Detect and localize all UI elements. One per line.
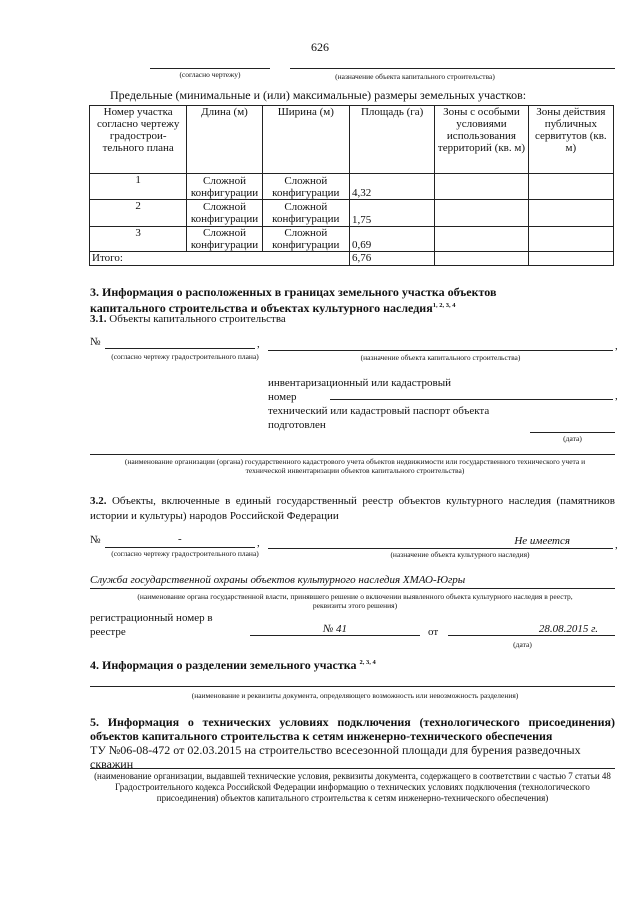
top-caption-right: (назначение объекта капитального строительства): [335, 72, 495, 81]
col-header-zones-servitude: Зоны действия публичных сервитутов (кв. м): [528, 106, 613, 174]
reg-date-value: 28.08.2015 г.: [538, 623, 598, 635]
comma-1b: ,: [615, 340, 618, 352]
section-5-caption: (наименование организации, выдавшей технические условия, реквизиты документа, содержащего в соответствии с частью 7 статьи 48 Градостроительного кодекса Российской Федерации информацию о технических условиях подключения (технологического присоединения) объектов капитального строительства к сетям инженерно-технического обеспечения): [94, 771, 611, 803]
row-zones-servitude: [528, 227, 613, 252]
top-caption-left: (согласно чертежу): [179, 70, 241, 79]
caption-purpose-1: (назначение объекта капитального строительства): [360, 353, 521, 362]
drawing-number-line-1: [105, 338, 255, 349]
col-header-length: Длина (м): [187, 106, 262, 174]
caption-drawing-2: (согласно чертежу градостроительного плана): [111, 549, 259, 558]
row-zones-special: [435, 174, 528, 200]
passport-date-line: [530, 422, 615, 433]
caption-authority: (наименование органа государственной власти, принявшего решение о включении выявленного объекта культурного наследия в реестр, реквизиты этого решения): [137, 592, 573, 610]
comma-1a: ,: [257, 338, 260, 350]
caption-date-1: (дата): [563, 434, 582, 443]
no-sign-1: №: [90, 336, 101, 348]
section-5-title: 5. Информация о технических условиях подключения (технологического присоединения) объектов капитального строительства к сетям инженерно-технического обеспечения: [90, 715, 615, 743]
total-zones-special: [435, 252, 528, 266]
col-header-area: Площадь (га): [349, 106, 434, 174]
total-area: 6,76: [349, 252, 434, 266]
reg-number-value: № 41: [322, 623, 348, 635]
top-line-right: [290, 58, 615, 69]
col-header-width: Ширина (м): [262, 106, 349, 174]
authority-line: [90, 577, 615, 589]
page-number: 626: [311, 40, 329, 54]
comma-inv: ,: [615, 390, 618, 402]
total-zones-servitude: [528, 252, 613, 266]
passport-label: технический или кадастровый паспорт объекта подготовлен: [268, 405, 490, 431]
section-4-caption: (наименование и реквизиты документа, определяющего возможность или невозможность разделения): [191, 691, 519, 700]
section-4-title: 4. Информация о разделении земельного участка $^{2, 3, 4}$: [90, 658, 376, 672]
section-5-text: ТУ №06-08-472 от 02.03.2015 на строительство всесезонной площади для бурения разведочных скважин: [90, 743, 581, 771]
authority-value: Служба государственной охраны объектов культурного наследия ХМАО-Югры: [90, 574, 466, 586]
not-present-value: Не имеется: [514, 535, 570, 547]
caption-org: (наименование организации (органа) государственного кадастрового учета объектов недвижимости или государственного технического учета и технической инвентаризации объектов капитального строительства): [124, 457, 586, 475]
row-zones-special: [435, 200, 528, 227]
row-area: 0,69: [349, 227, 434, 252]
reg-label: регистрационный номер в реестре: [90, 612, 213, 638]
inventory-label: инвентаризационный или кадастровый номер: [268, 377, 452, 403]
row-zones-servitude: [528, 200, 613, 227]
section-3-2-title: 3.2. Объекты, включенные в единый государственный реестр объектов культурного наследия (памятников истории и культуры) народов Российской Федерации: [90, 495, 615, 522]
table-row: [90, 200, 614, 227]
caption-date-2: (дата): [513, 640, 532, 649]
row-num: 1: [90, 174, 187, 200]
org-line: [90, 444, 615, 455]
table-row: [90, 227, 614, 252]
table-total-row: [90, 252, 614, 266]
row-num: 2: [90, 200, 187, 227]
sizes-table: [89, 105, 614, 266]
section-5-line: [90, 758, 615, 769]
total-label: Итого:: [90, 252, 350, 266]
comma-2b: ,: [615, 539, 618, 551]
row-zones-servitude: [528, 174, 613, 200]
comma-2a: ,: [257, 537, 260, 549]
row-width: Сложной конфигурации: [262, 200, 349, 227]
top-line-left: [150, 58, 270, 69]
row-length: Сложной конфигурации: [187, 174, 262, 200]
sizes-heading: Предельные (минимальные и (или) максимальные) размеры земельных участков:: [110, 88, 527, 102]
row-area: 1,75: [349, 200, 434, 227]
sizes-table-header: [90, 106, 614, 174]
col-header-zones-special: Зоны с особыми условиями использования территорий (кв. м): [435, 106, 528, 174]
row-length: Сложной конфигурации: [187, 200, 262, 227]
section-4-line: [90, 676, 615, 687]
row-zones-special: [435, 227, 528, 252]
section-3-1-title: 3.1. Объекты капитального строительства: [90, 313, 286, 325]
col-header-num: Номер участка согласно чертежу градострои-тельного плана: [90, 106, 187, 174]
no-sign-2: №: [90, 534, 101, 546]
inventory-line: [330, 389, 613, 400]
caption-heritage: (назначение объекта культурного наследия): [390, 550, 530, 559]
caption-drawing-1: (согласно чертежу градостроительного плана): [111, 352, 259, 361]
table-row: [90, 174, 614, 200]
row-width: Сложной конфигурации: [262, 174, 349, 200]
purpose-line-1: [268, 340, 613, 351]
section-3-title: 3. Информация о расположенных в границах земельного участка объектов капитального строительства и объектах культурного наследия$^{1, 2, 3, 4}$: [90, 285, 497, 315]
row-num: 3: [90, 227, 187, 252]
row-width: Сложной конфигурации: [262, 227, 349, 252]
drawing-number-dash: -: [178, 533, 182, 545]
row-area: 4,32: [349, 174, 434, 200]
row-length: Сложной конфигурации: [187, 227, 262, 252]
from-label: от: [428, 626, 439, 638]
